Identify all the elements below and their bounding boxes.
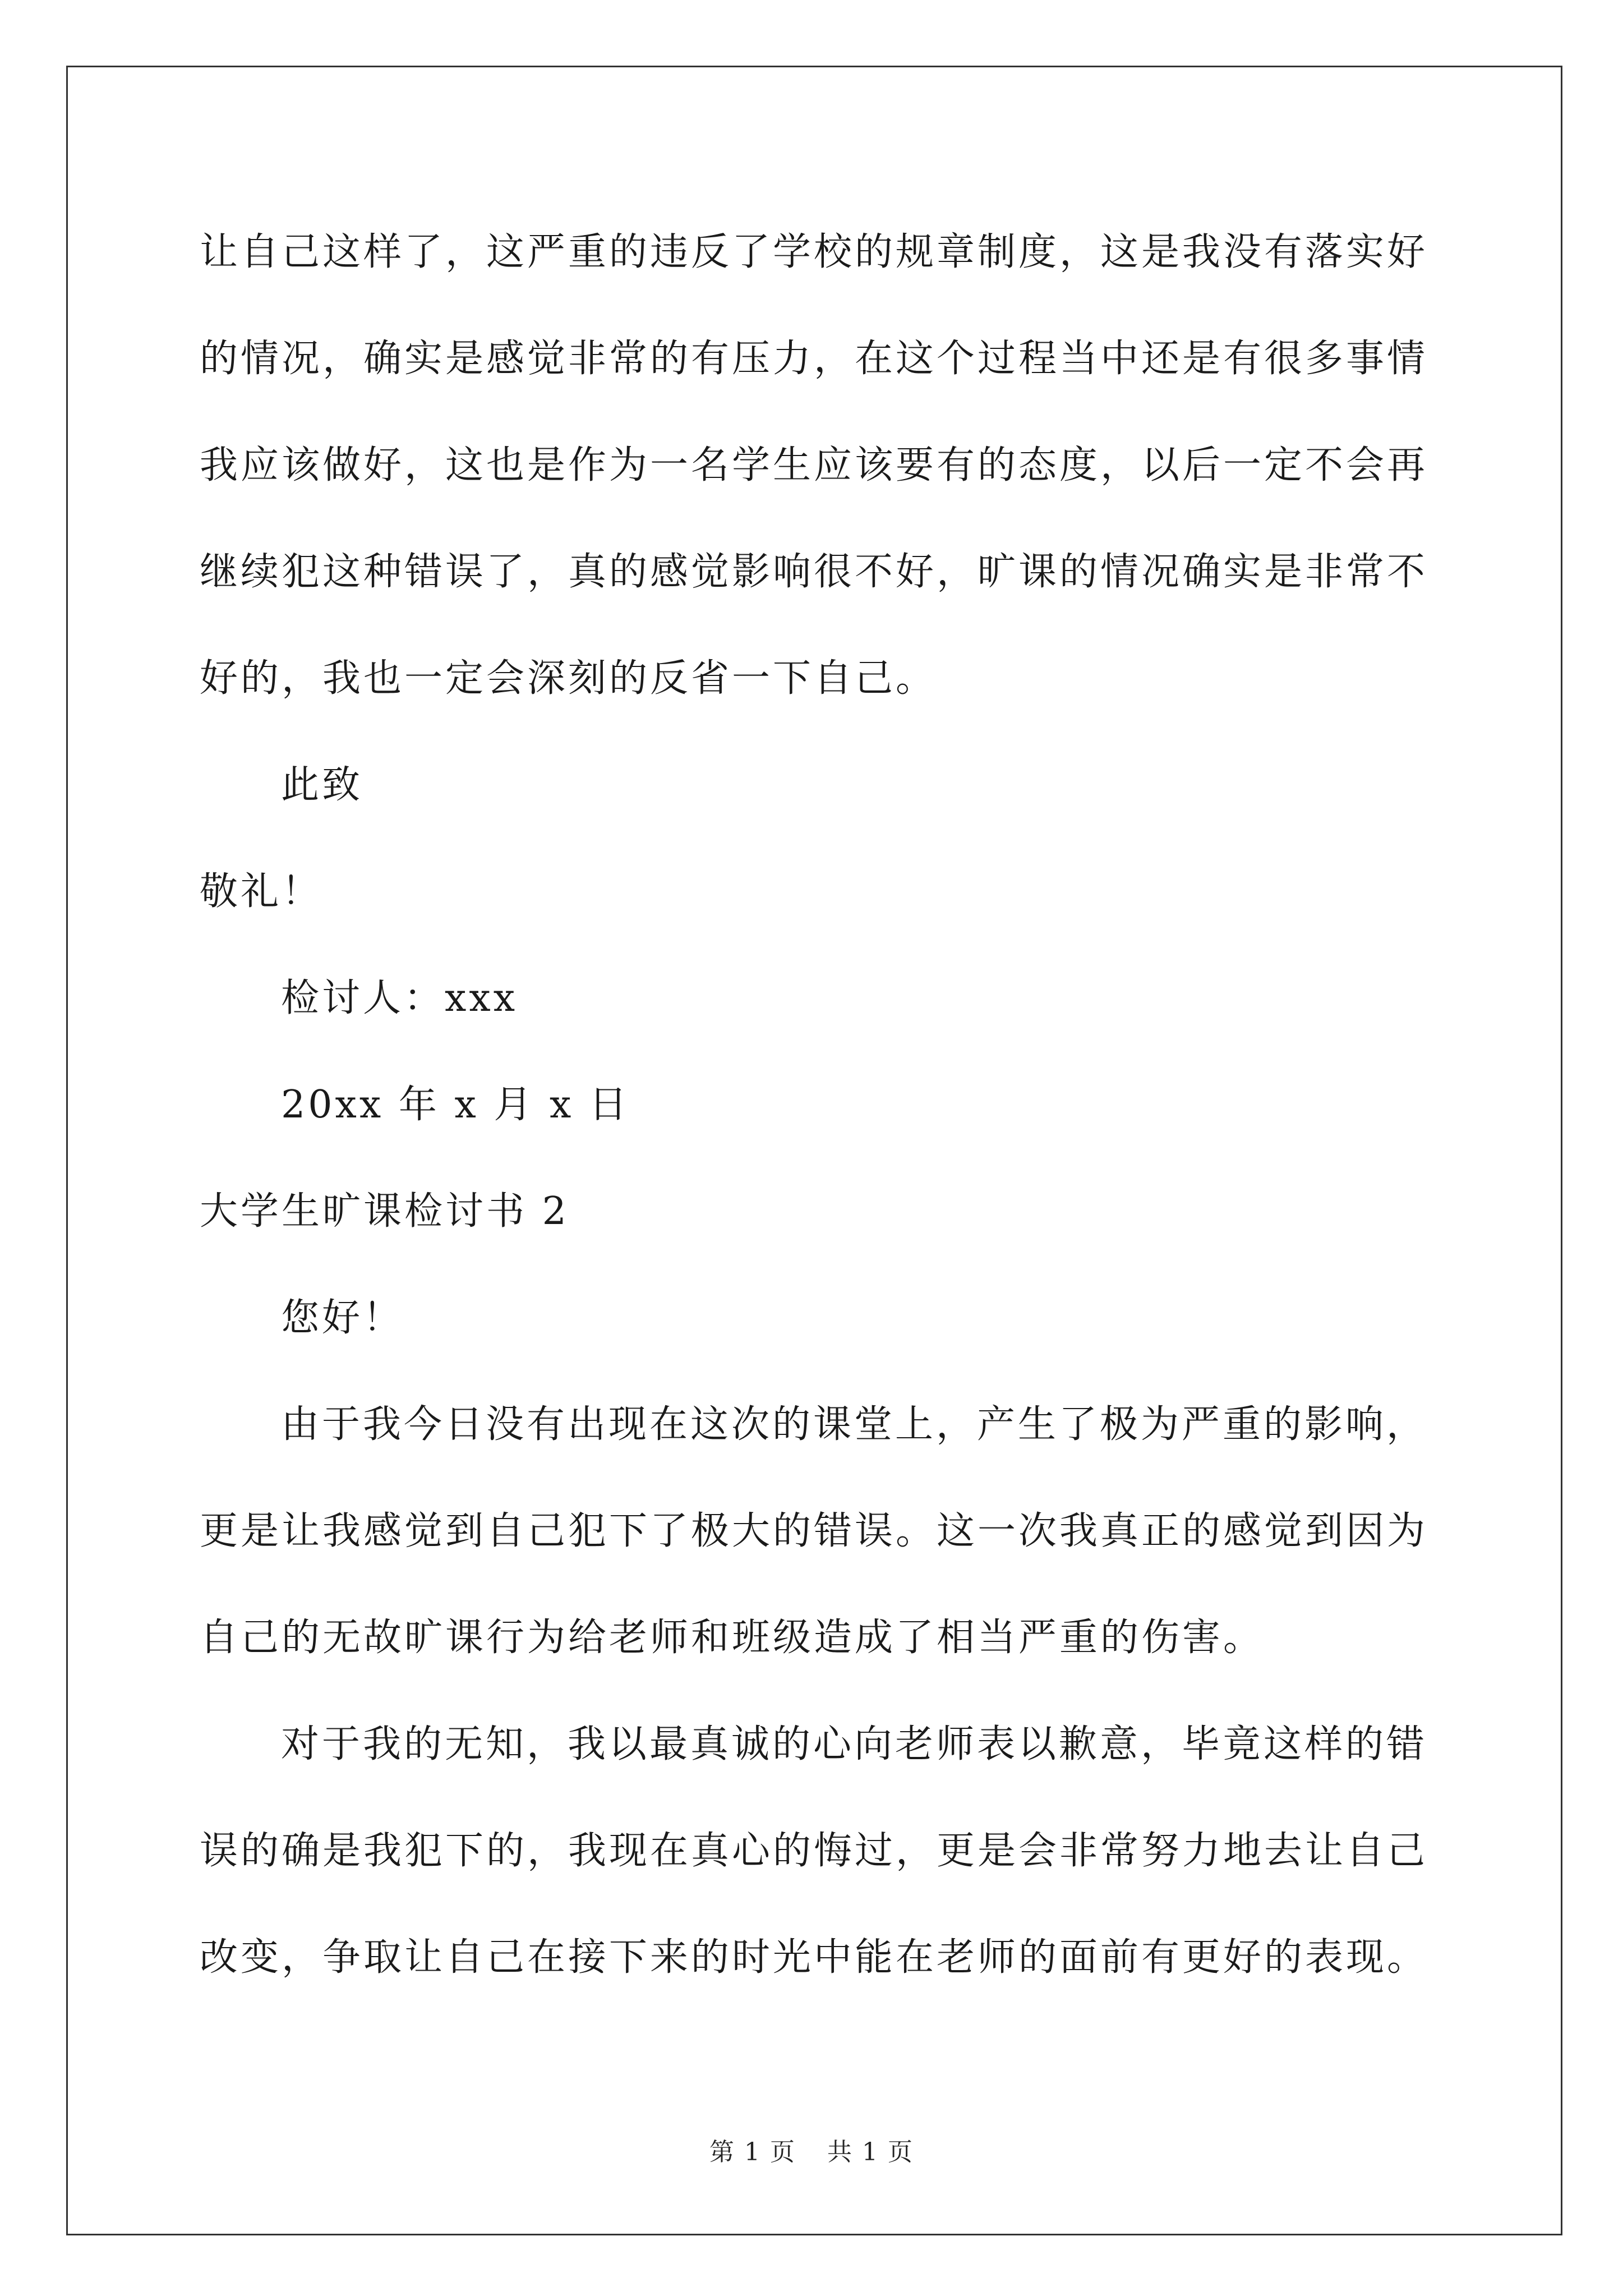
paragraph-line: 我应该做好，这也是作为一名学生应该要有的态度，以后一定不会再 [200, 443, 1428, 487]
page-total: 共 1 页 [827, 2138, 914, 2166]
section-heading: 大学生旷课检讨书 2 [200, 1189, 569, 1234]
paragraph-line: 好的，我也一定会深刻的反省一下自己。 [200, 656, 937, 701]
page-number: 第 1 页 [709, 2138, 796, 2166]
paragraph-line: 的情况，确实是感觉非常的有压力，在这个过程当中还是有很多事情 [200, 337, 1428, 381]
paragraph-line: 对于我的无知，我以最真诚的心向老师表以歉意，毕竟这样的错 [281, 1722, 1428, 1766]
closing-salutation: 此致 [281, 763, 363, 807]
paragraph-line: 更是让我感觉到自己犯下了极大的错误。这一次我真正的感觉到因为 [200, 1509, 1428, 1553]
signature-line: 检讨人：xxx [281, 976, 518, 1020]
paragraph-line: 让自己这样了，这严重的违反了学校的规章制度，这是我没有落实好 [200, 230, 1428, 274]
paragraph-line: 继续犯这种错误了，真的感觉影响很不好，旷课的情况确实是非常不 [200, 550, 1428, 594]
document-body [200, 199, 1433, 2011]
page-footer [0, 2132, 1623, 2168]
closing-respect: 敬礼！ [200, 869, 323, 914]
paragraph-line: 改变，争取让自己在接下来的时光中能在老师的面前有更好的表现。 [200, 1935, 1428, 1980]
greeting: 您好！ [281, 1296, 404, 1340]
paragraph-line: 误的确是我犯下的，我现在真心的悔过，更是会非常努力地去让自己 [200, 1829, 1428, 1873]
paragraph-line: 自己的无故旷课行为给老师和班级造成了相当严重的伤害。 [200, 1616, 1265, 1660]
paragraph-line: 由于我今日没有出现在这次的课堂上，产生了极为严重的影响， [281, 1402, 1428, 1447]
date-line: 20xx 年 x 月 x 日 [281, 1083, 630, 1127]
